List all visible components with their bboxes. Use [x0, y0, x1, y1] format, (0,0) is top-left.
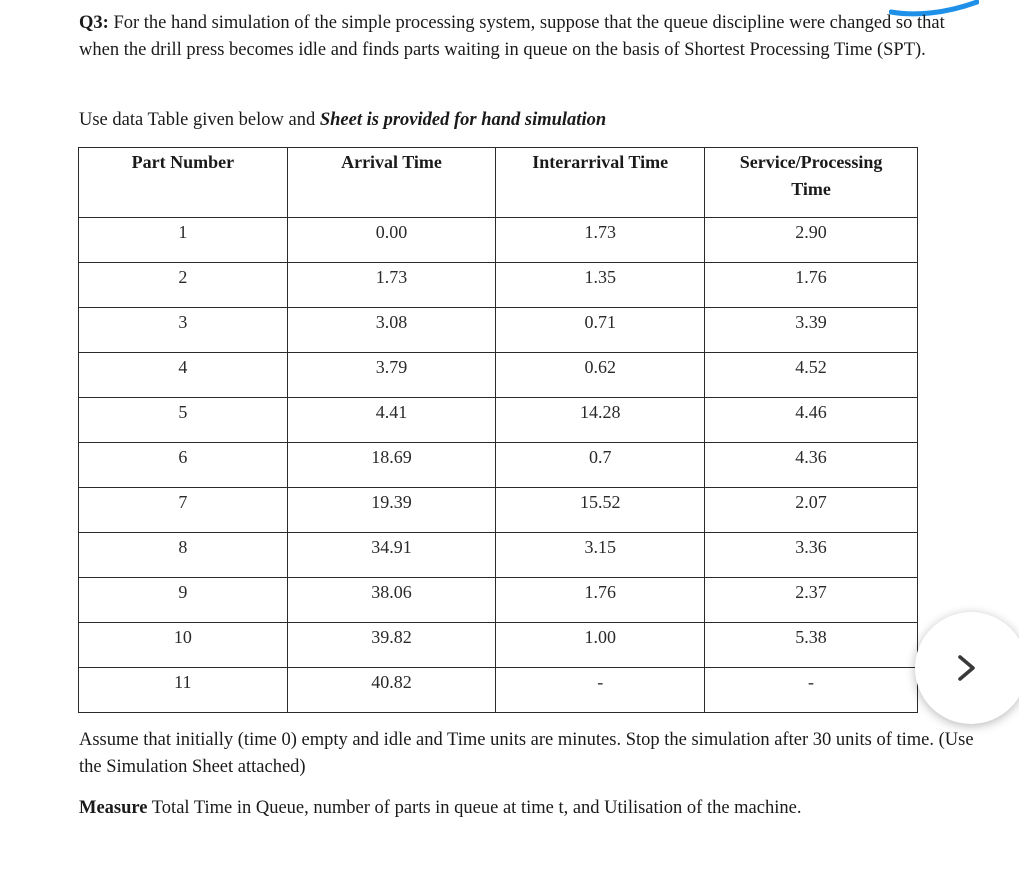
header-part-number: Part Number — [79, 148, 288, 218]
instruction-prefix: Use data Table given below and — [79, 110, 320, 130]
cell-interarrival-time: 1.35 — [496, 263, 705, 308]
table-row — [79, 533, 918, 578]
cell-arrival-time: 3.79 — [287, 353, 496, 398]
question-text: For the hand simulation of the simple processing system, suppose that the queue discipline were changed so that when the drill press becomes idle and finds parts waiting in queue on the basis of Shortest Processing Time (SPT). — [79, 13, 945, 60]
chevron-right-icon — [956, 653, 978, 683]
instruction-emphasis: Sheet is provided for hand simulation — [319, 110, 607, 130]
cell-arrival-time: 4.41 — [287, 398, 496, 443]
header-arrival-time: Arrival Time — [287, 148, 496, 218]
cell-arrival-time: 0.00 — [287, 218, 496, 263]
cell-interarrival-time: 0.7 — [496, 443, 705, 488]
cell-arrival-time: 34.91 — [287, 533, 496, 578]
cell-arrival-time: 40.82 — [287, 668, 496, 713]
cell-part-number: 4 — [79, 353, 288, 398]
cell-part-number: 11 — [79, 668, 288, 713]
table-body — [79, 218, 918, 713]
cell-part-number: 5 — [79, 398, 288, 443]
cell-service-time: 4.52 — [705, 353, 918, 398]
cell-service-time: 3.39 — [705, 308, 918, 353]
question-paragraph — [79, 10, 979, 64]
cell-part-number: 1 — [79, 218, 288, 263]
cell-interarrival-time: 1.73 — [496, 218, 705, 263]
cell-arrival-time: 1.73 — [287, 263, 496, 308]
measure-paragraph — [79, 795, 801, 822]
cell-service-time: 5.38 — [705, 623, 918, 668]
table-row — [79, 353, 918, 398]
cell-part-number: 10 — [79, 623, 288, 668]
measure-label: Measure — [79, 798, 148, 818]
cell-service-time: - — [705, 668, 918, 713]
cell-arrival-time: 3.08 — [287, 308, 496, 353]
cell-interarrival-time: 0.62 — [496, 353, 705, 398]
cell-arrival-time: 39.82 — [287, 623, 496, 668]
cell-interarrival-time: 0.71 — [496, 308, 705, 353]
question-label: Q3: — [79, 13, 109, 33]
next-page-button[interactable] — [915, 612, 1019, 724]
cell-part-number: 3 — [79, 308, 288, 353]
table-row — [79, 443, 918, 488]
cell-service-time: 1.76 — [705, 263, 918, 308]
header-service-time — [705, 148, 918, 218]
table-row — [79, 398, 918, 443]
header-service-time-label: Service/Processing Time — [739, 152, 883, 199]
cell-service-time: 4.46 — [705, 398, 918, 443]
table-header-row — [79, 148, 918, 218]
cell-arrival-time: 19.39 — [287, 488, 496, 533]
cell-interarrival-time: 3.15 — [496, 533, 705, 578]
cell-part-number: 7 — [79, 488, 288, 533]
table-row — [79, 668, 918, 713]
cell-arrival-time: 18.69 — [287, 443, 496, 488]
cell-service-time: 2.90 — [705, 218, 918, 263]
cell-interarrival-time: 1.00 — [496, 623, 705, 668]
cell-service-time: 4.36 — [705, 443, 918, 488]
header-interarrival-time: Interarrival Time — [496, 148, 705, 218]
cell-arrival-time: 38.06 — [287, 578, 496, 623]
cell-part-number: 6 — [79, 443, 288, 488]
measure-text: Total Time in Queue, number of parts in queue at time t, and Utilisation of the machine. — [147, 798, 802, 818]
table-row — [79, 623, 918, 668]
table-row — [79, 308, 918, 353]
table-row — [79, 263, 918, 308]
instruction-line — [79, 107, 606, 134]
cell-interarrival-time: 14.28 — [496, 398, 705, 443]
cell-service-time: 2.37 — [705, 578, 918, 623]
cell-interarrival-time: 1.76 — [496, 578, 705, 623]
cell-service-time: 2.07 — [705, 488, 918, 533]
cell-interarrival-time: - — [496, 668, 705, 713]
table-row — [79, 218, 918, 263]
assumption-paragraph: Assume that initially (time 0) empty and idle and Time units are minutes. Stop the simulation after 30 units of time. (Use the Simulation Sheet attached) — [79, 730, 974, 777]
cell-service-time: 3.36 — [705, 533, 918, 578]
table-row — [79, 488, 918, 533]
cell-part-number: 9 — [79, 578, 288, 623]
cell-interarrival-time: 15.52 — [496, 488, 705, 533]
cell-part-number: 2 — [79, 263, 288, 308]
table-row — [79, 578, 918, 623]
data-table — [78, 147, 918, 713]
cell-part-number: 8 — [79, 533, 288, 578]
